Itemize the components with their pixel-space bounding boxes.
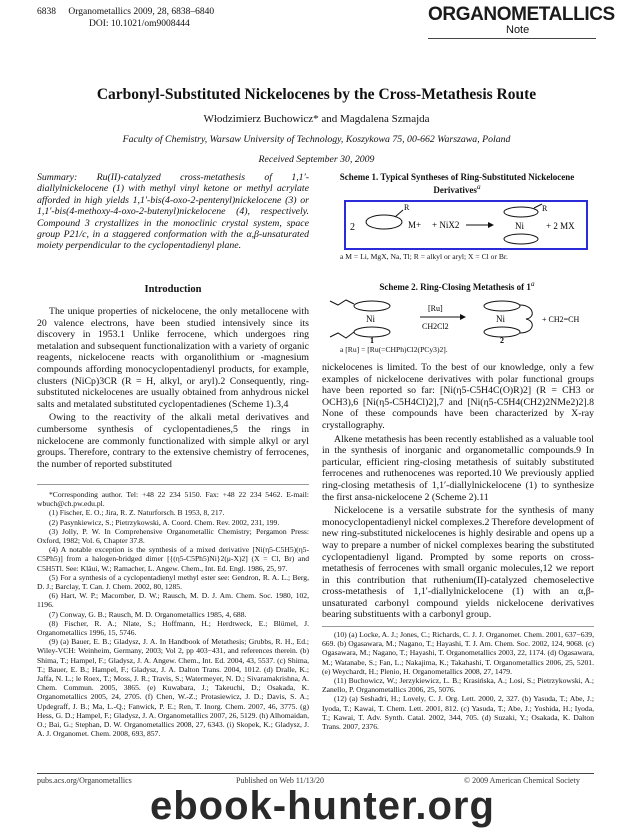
cp-ring-top: [484, 301, 520, 311]
footnotes-left: [37, 490, 309, 738]
scheme2-ni-right: Ni: [496, 314, 505, 324]
scheme1-r-left: R: [404, 203, 410, 212]
footer-copyright: © 2009 American Chemical Society: [464, 776, 580, 785]
footnotes-right: [322, 630, 594, 731]
compound-2-label: 2: [500, 336, 504, 344]
footnote-divider: [37, 484, 309, 485]
footnote: (8) Fischer, R. A.; Nlate, S.; Hoffmann, H.; Herdtweck, E.; Blümel, J. Organometallics 1996, 15, 5746.: [37, 618, 309, 638]
footnote: (6) Hart, W. P.; Macomber, D. W.; Rausch, M. D. J. Am. Chem. Soc. 1980, 102, 1196.: [37, 591, 309, 610]
article-title: Carbonyl-Substituted Nickelocenes by the Cross-Metathesis Route: [96, 86, 537, 103]
footer-url[interactable]: pubs.acs.org/Organometallics: [37, 776, 132, 785]
body-paragraph: Alkene metathesis has been recently established as a valuable tool in the synthesis of inorganic and organometallic compounds.9 In particular, efficient ring-closing metathesis of suitably substituted ferrocenes and ruthenocenes was reported.10 We previously applied ring-closing metathesis of 1,1′-diallylnickelocene (1) to synthesize the first ansa-nickelocene 2 (Scheme 2).11: [322, 433, 594, 503]
footnote: (12) (a) Seshadri, H.; Lovely, C. J. Org. Lett. 2000, 2, 327. (b) Yasuda, T.; Abe, J.; Iyoda, T.; Kawai, T. Chem. Lett. 2001, 812. (c) Yasuda, T.; Abe, J.; Yoshida, H.; Iyoda, T.; Kawai, T. Adv. Synth. Catal. 2002, 344, 705. (d) Suzaki, Y.; Osakada, K. Dalton Trans. 2007, 2376.: [322, 694, 594, 732]
footnote: (3) Jolly, P. W. In Comprehensive Organometallic Chemistry; Pergamon Press: Oxford, 1982; Vol. 6, Chapter 37.8.: [37, 526, 309, 546]
footnote: (5) For a synthesis of a cyclopentadienyl methyl ester see: Gendron, R. A. L.; Berg, D. J.; Barclay, T. Can. J. Chem. 2002, 80, 1285.: [37, 572, 309, 592]
scheme2-catalyst: [Ru]: [428, 304, 443, 313]
body-paragraph: Nickelocene is a versatile substrate for the synthesis of many monocyclopentadienyl nickel complexes.2 Therefore development of new ring-substituted nickelocenes is highly desirable and opens up a way to prepare a number of nickel complexes bearing the substituted cyclopentadienyl ligand. Prompted by some reports on cross-metathesis of ferrocenes with small organic molecules,12 we report in this contribution that ruthenium(II)-catalyzed chemoselective cross-metathesis of 1,1′-diallylnickelocene (1) with an α,β-unsaturated carbonyl compound yields nickelocene derivatives bearing substituents with a carbonyl group.: [322, 505, 594, 621]
footnote: (11) Buchowicz, W.; Jerzykiewicz, L. B.; Krasińska, A.; Losi, S.; Pietrzykowski, A.; Zanello, P. Organometallics 2006, 25, 5076.: [322, 676, 594, 695]
scheme1-r-top: R: [542, 204, 548, 213]
footnote: (2) Pasynkiewicz, S.; Pietrzykowski, A. Coord. Chem. Rev. 2002, 231, 199.: [49, 517, 280, 527]
cp-ring-left: [366, 215, 402, 229]
journal-reference: Organometallics 2009, 28, 6838–6840: [68, 7, 215, 17]
scheme1-caption: Scheme 1. Typical Syntheses of Ring-Substituted Nickelocene Derivatives$^a$: [339, 172, 575, 195]
scheme1-byproduct: + 2 MX: [546, 221, 575, 231]
intro-paragraph: Owing to the reactivity of the alkali metal derivatives and cumbersome synthesis of cyclopentadienes,5 the rings in nickelocene are commonly functionalized with simple alkyl or aryl groups. Therefore, contrary to the extensive chemistry of ferrocenes, the number of reported substituted: [37, 412, 309, 470]
section-heading-introduction: Introduction: [144, 284, 202, 295]
scheme1-metal: M+: [408, 220, 422, 230]
footnote: *Corresponding author. Tel: +48 22 234 5150. Fax: +48 22 234 5462. E-mail: wbuch@ch.pw.edu.pl.: [37, 490, 309, 509]
body-paragraph: nickelocenes is limited. To the best of our knowledge, only a few examples of nickelocene derivatives with polar functional groups have been reported so far: [Ni(η5-C5H4C(O)R)2] (R = CH3 or OCH3),6 [Ni(η5-C5H4Cl)2],7 and [Ni(η5-C5H4(CH2)2NMe2)2].8 None of these compounds have been characterized by X-ray crystallography.: [322, 362, 594, 431]
summary: Summary: Ru(II)-catalyzed cross-metathesis of 1,1′-diallylnickelocene (1) with methyl vinyl ketone or methyl acrylate afforded in high yields 1,1′-bis(4-oxo-2-pentenyl)nickelocene (3) or 1,1′-bis(4-methoxy-4-oxo-2-butenyl)nickelocene (4), respectively. Compound 3 crystallizes in the monoclinic crystal system, space group P21/c, in a staggered conformation with the α,β-unsaturated moiety perpendicular to the cyclopentadienyl plane.: [37, 172, 309, 252]
author-list: Włodzimierz Buchowicz* and Magdalena Szmajda: [203, 113, 430, 125]
logo-rule: [428, 38, 596, 39]
running-header: [37, 6, 297, 18]
footnote: (7) Conway, G. B.; Rausch, M. D. Organometallics 1985, 4, 688.: [49, 609, 247, 619]
right-column-text: [322, 362, 594, 621]
footer-rule: [37, 773, 594, 774]
scheme1-nickel-salt: + NiX2: [432, 220, 460, 230]
scheme1-structure: [346, 202, 586, 248]
scheme2-caption: Scheme 2. Ring-Closing Metathesis of 1$^a$: [379, 279, 535, 292]
cp-ring-bottom: [504, 234, 538, 244]
scheme2-structure: [322, 296, 594, 344]
journal-logo: ORGANOMETALLICS: [428, 4, 615, 25]
affiliation: Faculty of Chemistry, Warsaw University of Technology, Koszykowa 75, 00-662 Warszawa, Poland: [122, 134, 511, 145]
doi: DOI: 10.1021/om9008444: [89, 19, 190, 29]
scheme1-box: [344, 200, 588, 250]
article-type: Note: [506, 24, 530, 36]
compound-1-label: 1: [370, 336, 374, 344]
scheme1-footnote: a M = Li, MgX, Na, Tl; R = alkyl or aryl; X = Cl or Br.: [340, 252, 508, 261]
intro-text: [37, 306, 309, 470]
page-number: 6838: [37, 7, 56, 17]
footnote: (1) Fischer, E. O.; Jira, R. Z. Naturforsch. B 1953, 8, 217.: [49, 508, 225, 518]
watermark: ebook-hunter.org: [150, 784, 495, 828]
scheme1-ni: Ni: [515, 221, 524, 231]
cp-ring-top: [354, 301, 390, 311]
footnote: (10) (a) Locke, A. J.; Jones, C.; Richards, C. J. J. Organomet. Chem. 2001, 637−639, 669. (b) Ogasawara, M.; Nagano, T.; Hayashi, T. J. Am. Chem. Soc. 2002, 124, 9068. (c) Ogasawara, M.; Nagano, T.; Hayashi, T. Organometallics 2003, 22, 1174. (d) Ogasawara, M.; Watanabe, S.; Fan, L.; Nakajima, K.; Takahashi, T. Organometallics 2006, 25, 5201. (e) Weychardt, H.; Plenio, H. Organometallics 2008, 27, 1479.: [322, 630, 594, 676]
scheme2-solvent: CH2Cl2: [422, 322, 449, 331]
footnote-divider: [322, 626, 594, 627]
footnote: (4) A notable exception is the synthesis of a mixed derivative [Ni(η5-C5H5)(η5-C5Ph5)] from a halogen-bridged dimer [{(η5-C5Ph5)Ni}2(μ-X)2] (X = Cl, Br) and C5H5Tl. See: Kläui, W.; Ramacher, L. Angew. Chem., Int. Ed. Engl. 1986, 25, 97.: [37, 545, 309, 573]
footnote: (9) (a) Bauer, E. B.; Gladysz, J. A. In Handbook of Metathesis; Grubbs, R. H., Ed.; Wiley-VCH: Weinheim, Germany, 2003; Vol 2, pp 403−431, and references therein. (b) Shima, T.; Hampel, F.; Gladysz, J. A. Angew. Chem., Int. Ed. 2004, 43, 5537. (c) Shima, T.; Bauer, E. B.; Hampel, F.; Gladysz, J. A. Dalton Trans. 2004, 1012. (d) Dralle, K.; Jaffa, N. L.; le Roex, T.; Moss, J. R.; Travis, S.; Watermeyer, N. D.; Sivaramakrishna, A. Chem. Commun. 2005, 3865. (e) Kuwabara, J.; Takeuchi, D.; Osakada, K. Organometallics 2005, 24, 2705. (f) Chen, W.-Z.; Protasiewicz, J. D.; Davis, S. A.; Updegraff, J. B.; Ma, L.-Q.; Fanwick, P. E.; Ren, T. Inorg. Chem. 2007, 46, 3775. (g) Hess, G. D.; Hampel, F.; Gladysz, J. A. Organometallics 2007, 26, 5129. (h) Alhomaidan, O.; Bai, G.; Stephan, D. W. Organometallics 2008, 27, 6343. (i) Skopek, K.; Gladysz, J. A. J. Organomet. Chem. 2008, 693, 857.: [37, 637, 309, 739]
scheme2-byproduct: + CH2=CH: [542, 315, 580, 324]
cp-ring-top: [504, 207, 538, 217]
ansa-bridge: [520, 305, 532, 333]
scheme1-coefficient: 2: [350, 222, 355, 233]
scheme2-ni-left: Ni: [366, 314, 375, 324]
footer-published: Published on Web 11/13/20: [236, 776, 325, 785]
received-date: Received September 30, 2009: [258, 154, 375, 165]
intro-paragraph: The unique properties of nickelocene, the only metallocene with 20 valence electrons, have been studied intensively since its discovery in 1953.1 Unlike ferrocene, which undergoes ring metalation and subsequent functionalization with a variety of organic reagents, nickelocene reacts with organolithium or -magnesium compounds affording monocyclopentadienyl products, for example, clusters (NiCp)3CR (R = H, alkyl, or aryl).2 Consequently, ring-substituted nickelocenes are usually obtained from anhydrous nickel salts and metalated substituted cyclopentadienes (Scheme 1).3,4: [37, 306, 309, 410]
scheme2-footnote: a [Ru] = [Ru(=CHPh)Cl2(PCy3)2].: [340, 345, 448, 354]
